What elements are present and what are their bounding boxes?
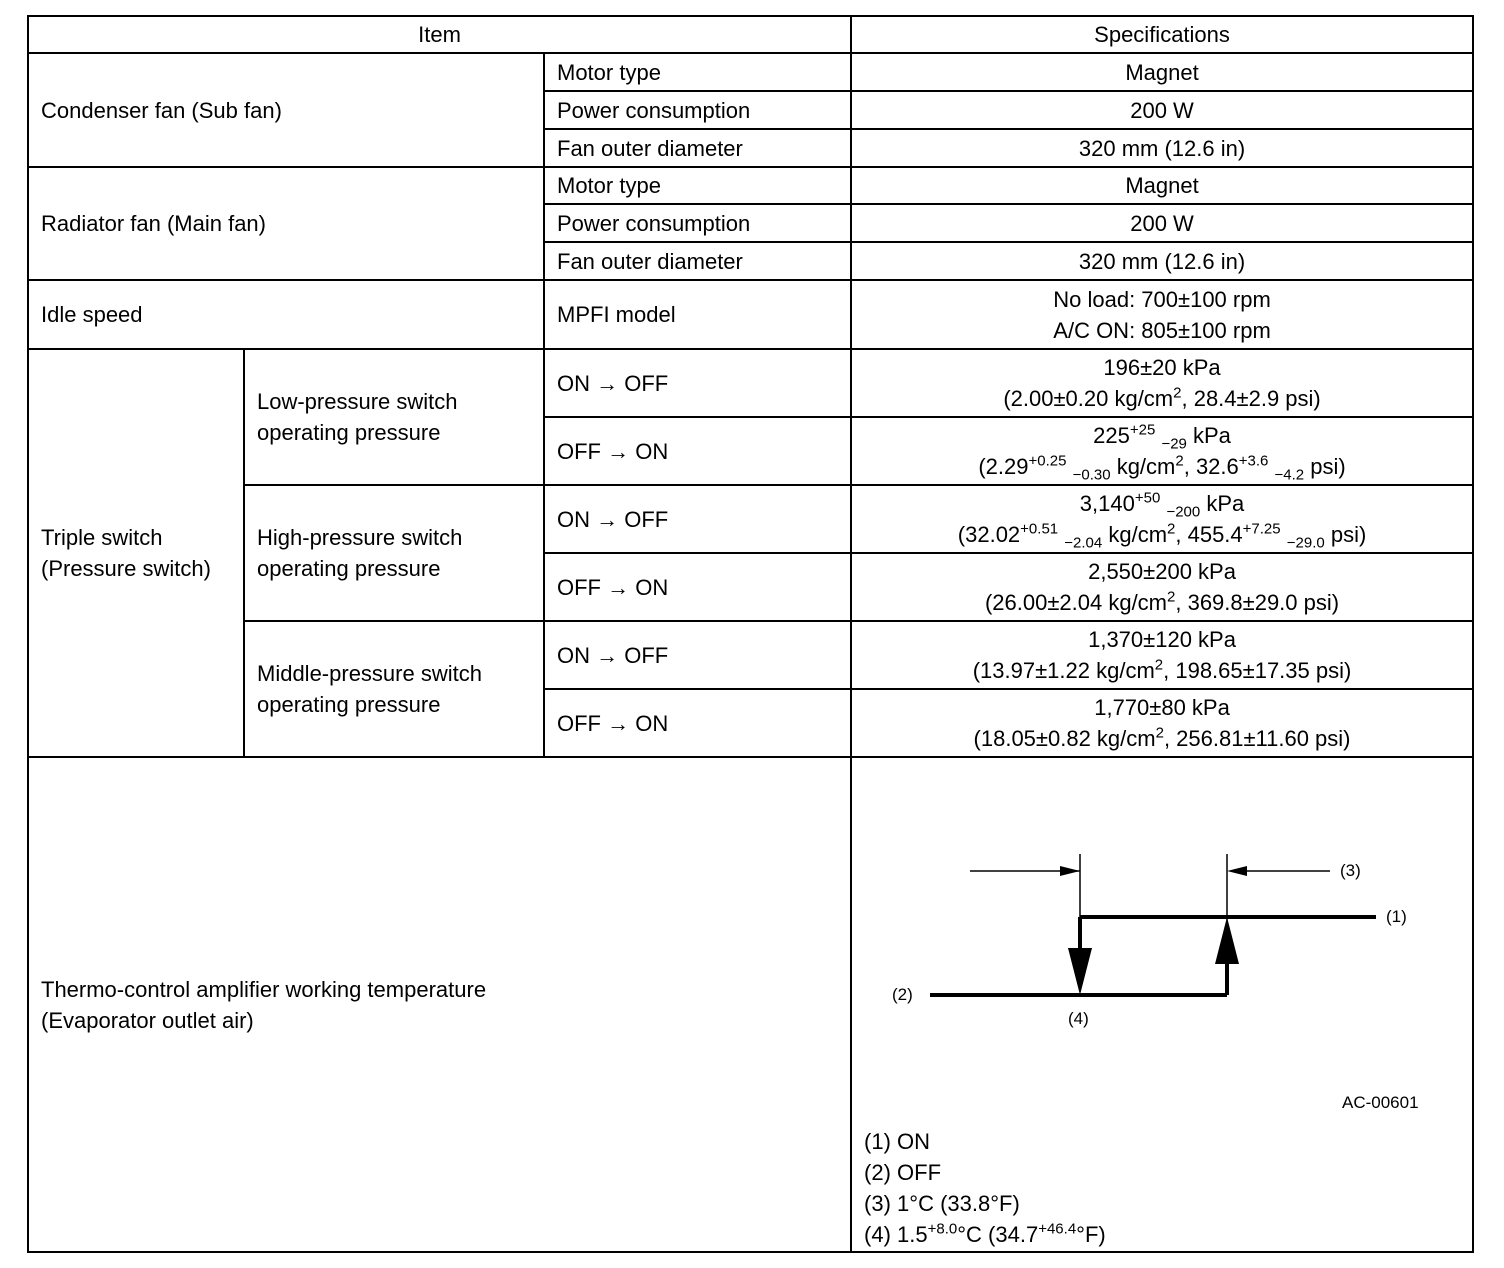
- value-text: 3,140: [1079, 491, 1135, 516]
- high-off-on-converted: [864, 587, 1460, 618]
- header-specifications: Specifications: [851, 16, 1473, 53]
- high-on-off-condition: ON → OFF: [544, 485, 851, 553]
- value-text: , 28.4±2.9 psi): [1181, 386, 1321, 411]
- condenser-motor-type-value: Magnet: [851, 53, 1473, 91]
- callout-2: (2): [892, 985, 913, 1004]
- middle-off-on-kpa: 1,770±80 kPa: [1094, 695, 1230, 720]
- triple-switch-label: [28, 349, 244, 757]
- value-text: kg/cm: [1102, 522, 1168, 547]
- radiator-motor-type-value: Magnet: [851, 167, 1473, 204]
- superscript: 2: [1175, 452, 1184, 470]
- middle-pressure-label-line1: Middle-pressure switch: [257, 661, 482, 686]
- high-pressure-label-line1: High-pressure switch: [257, 525, 463, 550]
- superscript: +3.6: [1238, 452, 1269, 470]
- value-text: (4) 1.5: [864, 1222, 928, 1247]
- value-text: kPa: [1186, 423, 1231, 448]
- low-on-off-value: [851, 349, 1473, 417]
- legend-item-on: (1) ON: [864, 1129, 931, 1154]
- triple-switch-label-line2: (Pressure switch): [41, 556, 211, 581]
- low-on-off-condition: ON → OFF: [544, 349, 851, 417]
- callout-3: (3): [1340, 861, 1361, 880]
- radiator-power-value: 200 W: [851, 204, 1473, 242]
- legend-item-hysteresis: (3) 1°C (33.8°F): [864, 1191, 1020, 1216]
- thermo-label: [28, 757, 851, 1252]
- specifications-table: [27, 15, 1474, 1253]
- table-row: [28, 53, 1473, 91]
- figure-id: AC-00601: [1342, 1093, 1419, 1112]
- subscript: −200: [1166, 503, 1201, 521]
- callout-4: (4): [1068, 1009, 1089, 1028]
- superscript: 2: [1167, 588, 1176, 606]
- high-on-off-converted: [864, 519, 1460, 550]
- idle-speed-model: MPFI model: [544, 280, 851, 349]
- high-off-on-condition: OFF → ON: [544, 553, 851, 621]
- low-pressure-label-line2: operating pressure: [257, 420, 441, 445]
- idle-speed-no-load: No load: 700±100 rpm: [1053, 286, 1271, 312]
- middle-pressure-label: [244, 621, 544, 757]
- radiator-motor-type-label: Motor type: [544, 167, 851, 204]
- subscript: −2.04: [1064, 534, 1103, 552]
- thermo-label-line2: (Evaporator outlet air): [41, 1007, 254, 1033]
- value-text: , 198.65±17.35 psi): [1163, 658, 1352, 683]
- value-text: psi): [1304, 454, 1346, 479]
- subscript: −29.0: [1286, 534, 1325, 552]
- callout-1: (1): [1386, 907, 1407, 926]
- value-text: , 455.4: [1175, 522, 1243, 547]
- superscript: +0.25: [1028, 452, 1067, 470]
- value-text: (26.00±2.04 kg/cm: [984, 590, 1168, 615]
- arrowhead-right-icon: [1060, 866, 1080, 876]
- high-on-off-kpa: [864, 488, 1460, 519]
- value-text: kPa: [1200, 491, 1245, 516]
- subscript: −29: [1161, 435, 1187, 453]
- value-text: (2.00±0.20 kg/cm: [1003, 386, 1174, 411]
- high-pressure-label: [244, 485, 544, 621]
- up-arrow-icon: [1215, 917, 1239, 964]
- low-pressure-label-line1: Low-pressure switch: [257, 389, 458, 414]
- idle-speed-value: [851, 280, 1473, 349]
- radiator-diameter-value: 320 mm (12.6 in): [851, 242, 1473, 280]
- middle-on-off-value: [851, 621, 1473, 689]
- thermo-diagram-cell: [851, 757, 1473, 1252]
- radiator-power-label: Power consumption: [544, 204, 851, 242]
- superscript: 2: [1173, 384, 1182, 402]
- triple-switch-label-line1: Triple switch: [41, 525, 163, 550]
- header-item: Item: [28, 16, 851, 53]
- condenser-motor-type-label: Motor type: [544, 53, 851, 91]
- table-row: [28, 280, 1473, 349]
- middle-off-on-condition: OFF → ON: [544, 689, 851, 757]
- arrowhead-left-icon: [1227, 866, 1247, 876]
- middle-off-on-value: [851, 689, 1473, 757]
- low-off-on-converted: [864, 451, 1460, 482]
- table-row: [28, 167, 1473, 204]
- legend-item-off: (2) OFF: [864, 1160, 942, 1185]
- thermo-label-line1: Thermo-control amplifier working temperature: [41, 976, 487, 1002]
- middle-on-off-kpa: 1,370±120 kPa: [1088, 627, 1236, 652]
- value-text: , 256.81±11.60 psi): [1163, 726, 1351, 751]
- high-on-off-value: [851, 485, 1473, 553]
- middle-pressure-label-line2: operating pressure: [257, 692, 441, 717]
- superscript: +46.4: [1038, 1220, 1077, 1238]
- high-off-on-value: [851, 553, 1473, 621]
- idle-speed-ac-on: A/C ON: 805±100 rpm: [1053, 317, 1271, 343]
- value-text: (32.02: [957, 522, 1021, 547]
- value-text: (2.29: [978, 454, 1029, 479]
- table-row: [28, 485, 1473, 553]
- value-text: kg/cm: [1110, 454, 1176, 479]
- diagram-legend: [864, 1126, 1106, 1250]
- radiator-diameter-label: Fan outer diameter: [544, 242, 851, 280]
- low-off-on-value: [851, 417, 1473, 485]
- middle-off-on-converted: [864, 723, 1460, 754]
- value-text: (13.97±1.22 kg/cm: [972, 658, 1155, 683]
- high-pressure-label-line2: operating pressure: [257, 556, 441, 581]
- condenser-fan-label: Condenser fan (Sub fan): [28, 53, 544, 167]
- condenser-diameter-label: Fan outer diameter: [544, 129, 851, 167]
- value-text: °C (34.7: [957, 1222, 1039, 1247]
- low-off-on-condition: OFF → ON: [544, 417, 851, 485]
- superscript: +25: [1129, 421, 1156, 439]
- middle-on-off-converted: [864, 655, 1460, 686]
- condenser-power-label: Power consumption: [544, 91, 851, 129]
- condenser-power-value: 200 W: [851, 91, 1473, 129]
- superscript: 2: [1154, 656, 1164, 674]
- subscript: −4.2: [1274, 466, 1305, 484]
- low-on-off-kpa: 196±20 kPa: [1103, 355, 1221, 380]
- low-off-on-kpa: [864, 420, 1460, 451]
- superscript: +50: [1134, 489, 1161, 507]
- superscript: +0.51: [1020, 520, 1059, 538]
- idle-speed-label: Idle speed: [28, 280, 544, 349]
- superscript: +7.25: [1242, 520, 1281, 538]
- table-row: [28, 349, 1473, 417]
- superscript: +8.0: [927, 1220, 958, 1238]
- middle-on-off-condition: ON → OFF: [544, 621, 851, 689]
- condenser-diameter-value: 320 mm (12.6 in): [851, 129, 1473, 167]
- subscript: −0.30: [1072, 466, 1111, 484]
- value-text: psi): [1324, 522, 1367, 547]
- value-text: 225: [1093, 423, 1130, 448]
- low-pressure-label: [244, 349, 544, 485]
- value-text: , 369.8±29.0 psi): [1175, 590, 1340, 615]
- value-text: °F): [1076, 1222, 1106, 1247]
- high-off-on-kpa: 2,550±200 kPa: [1088, 559, 1236, 584]
- low-on-off-converted: [864, 383, 1460, 414]
- radiator-fan-label: Radiator fan (Main fan): [28, 167, 544, 280]
- value-text: , 32.6: [1183, 454, 1239, 479]
- value-text: (18.05±0.82 kg/cm: [973, 726, 1156, 751]
- table-row: [28, 757, 1473, 1252]
- legend-item-temperature: [864, 1219, 1106, 1250]
- down-arrow-icon: [1068, 948, 1092, 995]
- table-row: [28, 621, 1473, 689]
- superscript: 2: [1155, 724, 1164, 742]
- superscript: 2: [1167, 520, 1176, 538]
- header-row: [28, 16, 1473, 53]
